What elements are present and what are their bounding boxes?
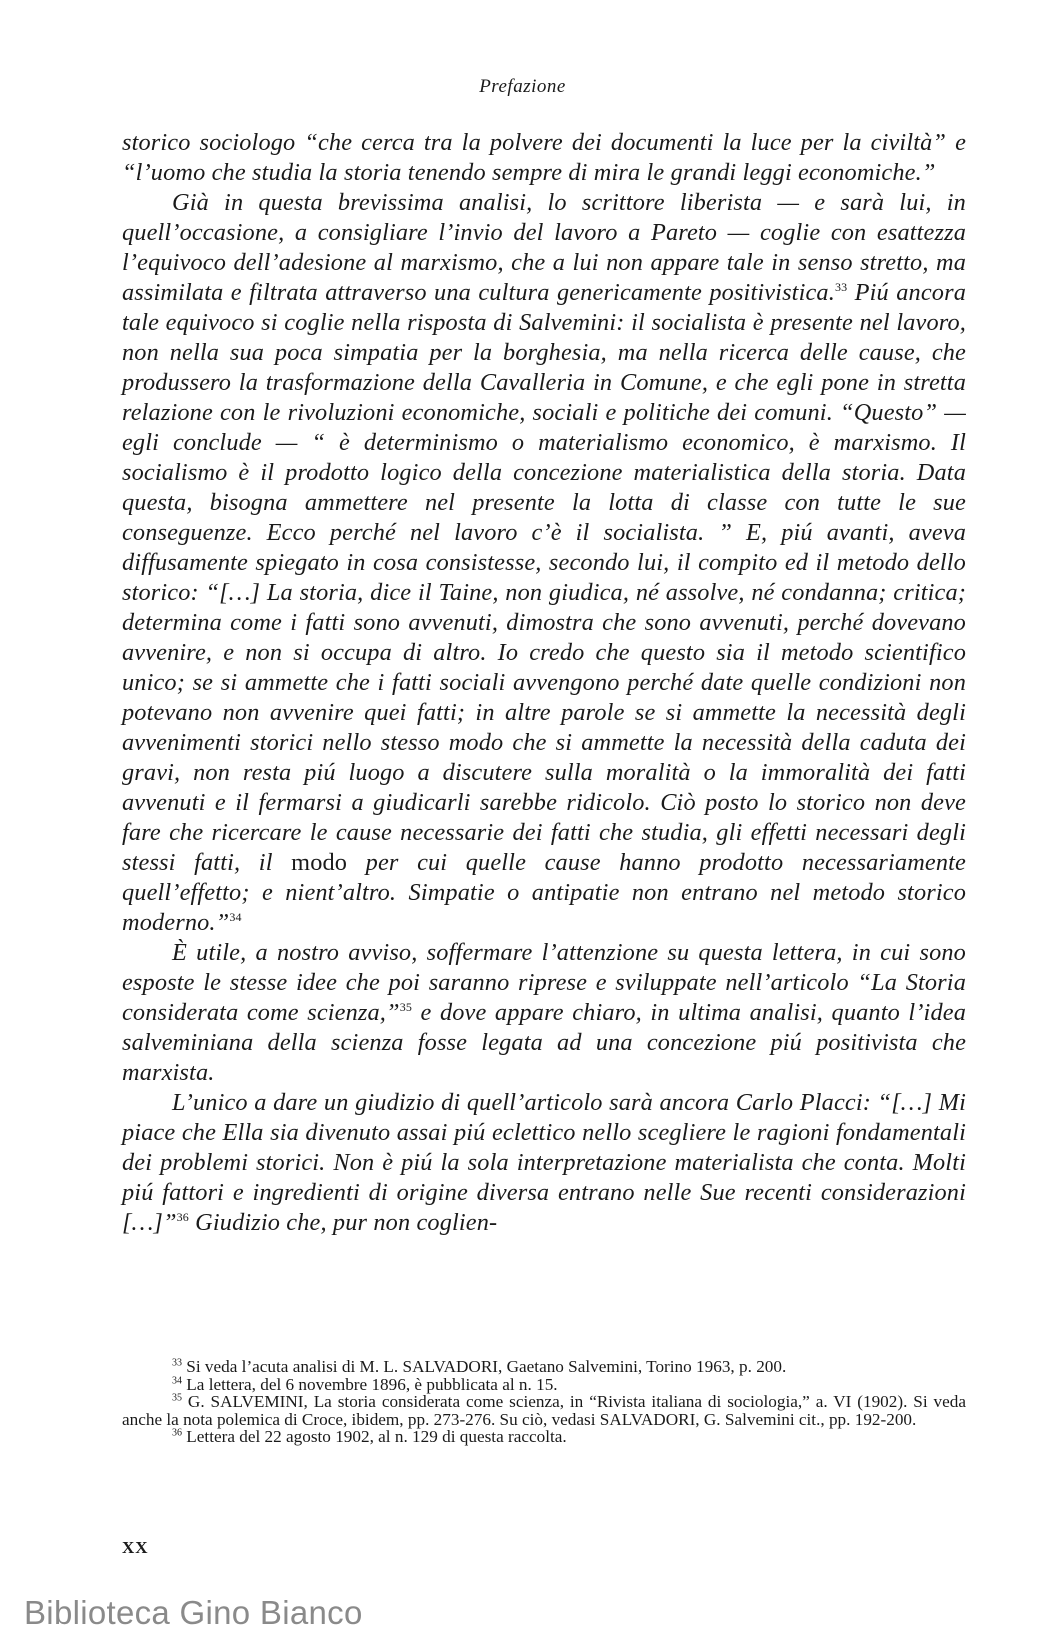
paragraph-text: storico sociologo “che cerca tra la polvere dei documenti la luce per la civiltà” e “l’uomo che studia la storia tenendo sempre di mira le grandi leggi economiche.” — [122, 129, 966, 186]
paragraph-text: Giudizio che, pur non coglien- — [188, 1209, 498, 1236]
footnote — [122, 1358, 966, 1376]
footnote-text: Si veda l’acuta analisi di M. L. SALVADORI, Gaetano Salvemini, Torino 1963, p. 200. — [182, 1357, 787, 1376]
footnote-number: 36 — [172, 1427, 182, 1439]
paragraph-text: e dove appare chiaro, in ultima analisi, quanto l’idea salveminiana della scienza fosse legata ad una concezione piú positivista che marxista. — [122, 999, 966, 1086]
footnote-number: 34 — [172, 1374, 182, 1386]
paragraph-text: Piú ancora tale equivoco si coglie nella risposta di Salvemini: il socialista è presente nel lavoro, non nella sua poca simpatia per la borghesia, ma nella ricerca delle cause, che produssero la trasformazione della Cavalleria in Comune, e che egli pone in stretta relazione con le rivoluzioni economiche, sociali e politiche dei comuni. “Questo” — egli conclude — “ è determinismo o materialismo economico, è marxismo. Il socialismo è il prodotto logico della concezione materialistica della storia. Data questa, bisogna ammettere nel presente la lotta di classe con tutte le sue conseguenze. Ecco perché nel lavoro c’è il socialista. ” E, piú avanti, aveva diffusamente spiegato in cosa consistesse, secondo lui, il compito ed il metodo dello storico: “[…] La storia, dice il Taine, non giudica, né assolve, né condanna; critica; determina come i fatti sono avvenuti, dimostra che sono avvenuti, perché dovevano avvenire, e non si occupa di altro. Io credo che questo sia il metodo scientifico unico; se si ammette che i fatti sociali avvengono perché date quelle condizioni non potevano non avvenire quei fatti; in altre parole se si ammette la necessità degli avvenimenti storici nello stesso modo che si ammette la necessità della caduta dei gravi, non resta piú luogo a discutere sulla moralità o la immoralità dei fatti avvenuti e il fermarsi a giudicarli sarebbe ridicolo. Ciò posto lo storico non deve fare che ricercare le cause necessarie dei fatti che studia, gli effetti necessari degli stessi fatti, il — [122, 279, 966, 876]
footnote — [122, 1428, 966, 1446]
footnote — [122, 1393, 966, 1428]
body-paragraph — [122, 938, 966, 1088]
footnote-text: G. SALVEMINI, La storia considerata come scienza, in “Rivista italiana di sociologia,” a. VI (1902). Si veda anche la nota polemica di Croce, ibidem, pp. 273-276. Su ciò, vedasi SALVADORI, G. Salvemini cit., pp. 192-200. — [122, 1392, 966, 1429]
footnote-text: La lettera, del 6 novembre 1896, è pubblicata al n. 15. — [182, 1374, 558, 1394]
footnote-reference: 34 — [229, 909, 242, 924]
footnote-number: 35 — [172, 1392, 182, 1404]
running-head: Prefazione — [479, 76, 566, 97]
footnote-text: Lettera del 22 agosto 1902, al n. 129 di questa raccolta. — [182, 1427, 567, 1447]
roman-emphasis: modo — [291, 849, 348, 876]
paragraph-text: Già in questa brevissima analisi, lo scrittore liberista — e sarà lui, in quell’occasione, a consigliare l’invio del lavoro a Pareto — coglie con esattezza l’equivoco dell’adesione al marxismo, che a lui non appare tale in senso stretto, ma assimilata e filtrata attraverso una cultura genericamente positivistica. — [122, 189, 966, 306]
body-text — [122, 128, 966, 1238]
body-paragraph — [122, 188, 966, 938]
page-number: XX — [122, 1538, 149, 1557]
footnote-reference: 36 — [176, 1209, 189, 1224]
footnote-number: 33 — [172, 1357, 182, 1369]
footnote — [122, 1376, 966, 1394]
paragraph-text: per cui quelle cause hanno prodotto necessariamente quell’effetto; e nient’altro. Simpatie o antipatie non entrano nel metodo storico moderno.” — [122, 849, 966, 936]
paragraph-text: L’unico a dare un giudizio di quell’articolo sarà ancora Carlo Placci: “[…] Mi piace che Ella sia divenuto assai piú eclettico nello scegliere le ragioni fondamentali dei problemi storici. Non è piú la sola interpretazione materialista che conta. Molti piú fattori e ingredienti di origine diversa entrano nelle Sue recenti considerazioni […]” — [122, 1089, 966, 1236]
footnote-reference: 35 — [399, 999, 413, 1014]
footnote-reference: 33 — [834, 279, 848, 294]
body-paragraph — [122, 1088, 966, 1238]
library-watermark: Biblioteca Gino Bianco — [24, 1594, 363, 1631]
paragraph-text: È utile, a nostro avviso, soffermare l’attenzione su questa lettera, in cui sono esposte le stesse idee che poi saranno riprese e sviluppate nell’articolo “La Storia considerata come scienza,” — [122, 939, 966, 1026]
footnotes — [122, 1358, 966, 1446]
body-paragraph — [122, 128, 966, 188]
